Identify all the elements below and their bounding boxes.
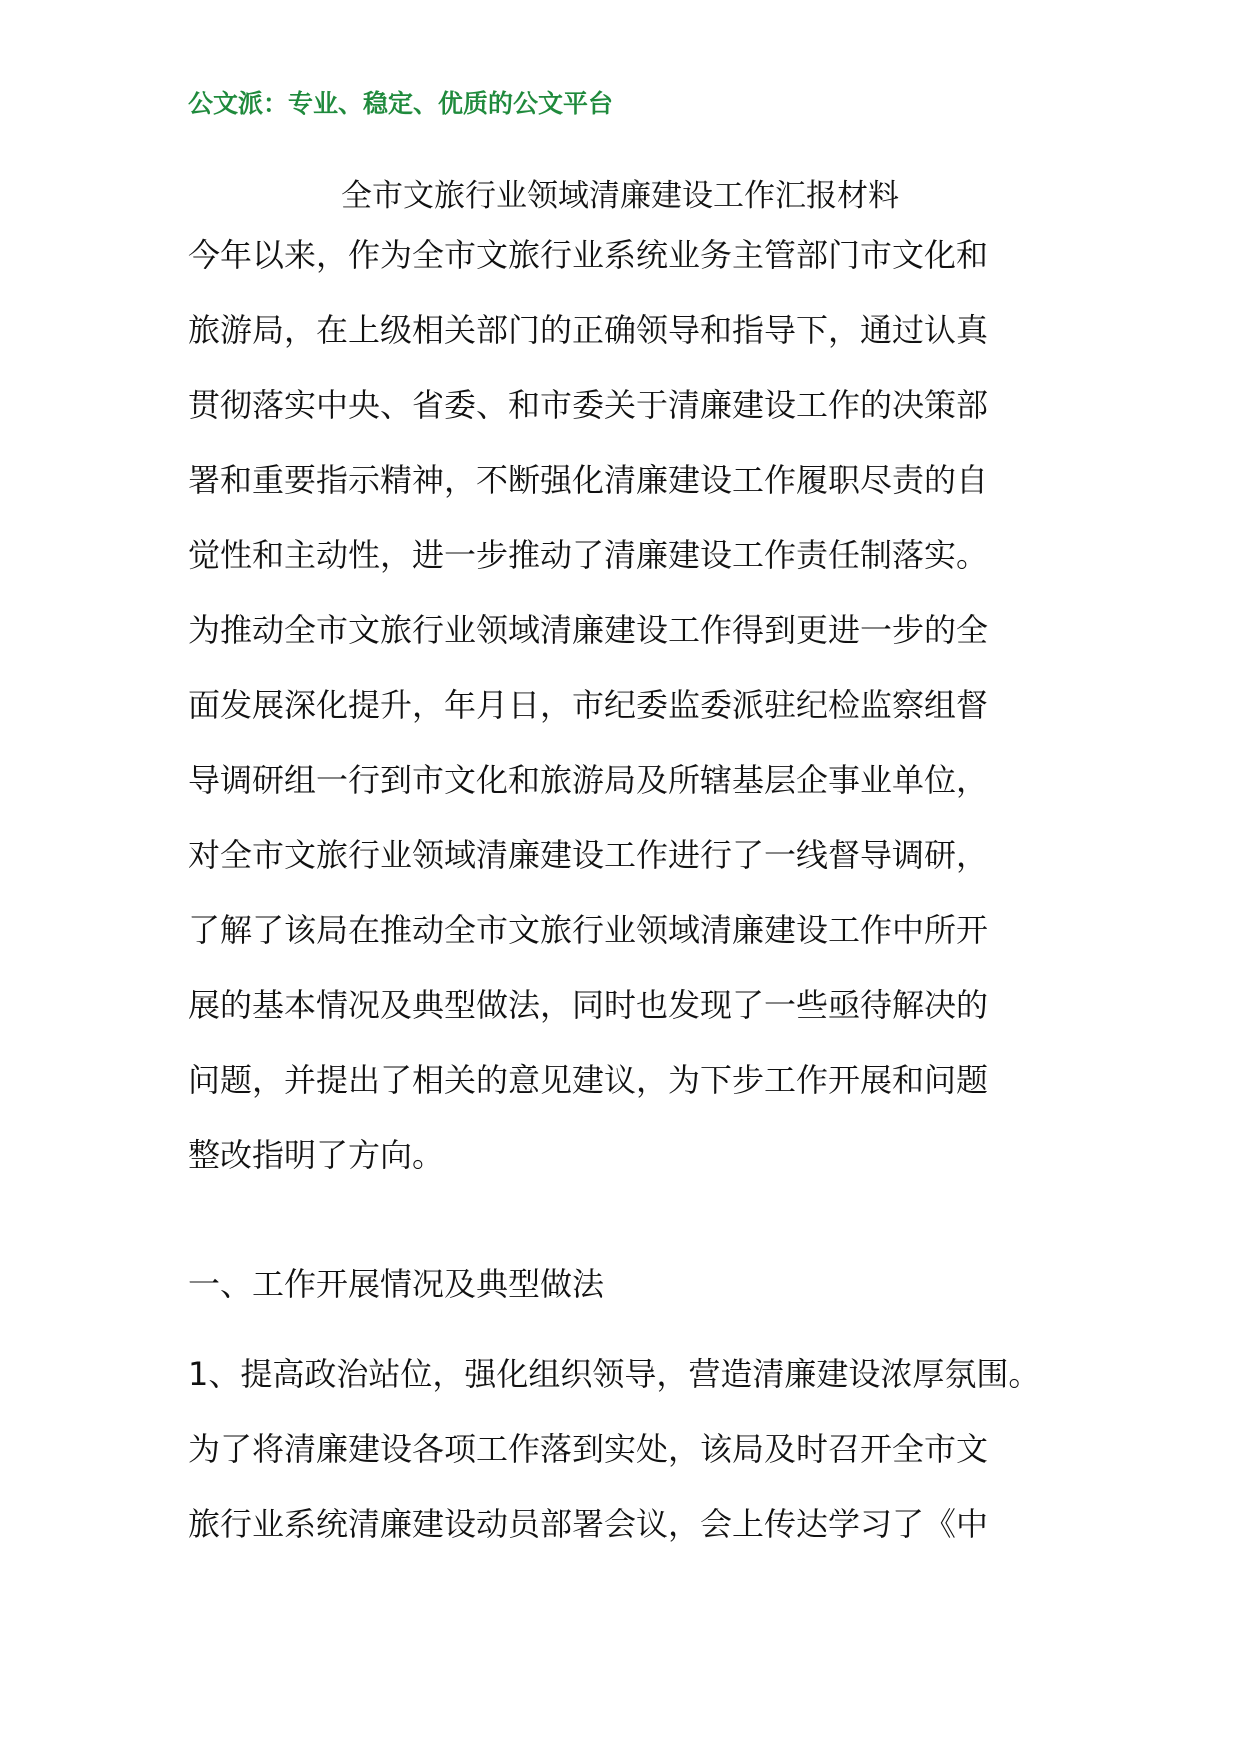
intro-line: 旅游局，在上级相关部门的正确领导和指导下，通过认真 bbox=[188, 311, 989, 349]
section-line: 旅行业系统清廉建设动员部署会议，会上传达学习了《中 bbox=[188, 1505, 989, 1543]
intro-line: 为推动全市文旅行业领域清廉建设工作得到更进一步的全 bbox=[188, 611, 989, 649]
intro-line: 了解了该局在推动全市文旅行业领域清廉建设工作中所开 bbox=[188, 911, 989, 949]
intro-line: 导调研组一行到市文化和旅游局及所辖基层企事业单位， bbox=[188, 761, 989, 799]
section-line: 1、提高政治站位，强化组织领导，营造清廉建设浓厚氛围。 bbox=[188, 1355, 1041, 1393]
intro-line: 面发展深化提升，年月日，市纪委监委派驻纪检监察组督 bbox=[188, 686, 989, 724]
intro-line: 今年以来，作为全市文旅行业系统业务主管部门市文化和 bbox=[188, 236, 989, 274]
intro-line: 贯彻落实中央、省委、和市委关于清廉建设工作的决策部 bbox=[188, 386, 989, 424]
intro-line: 觉性和主动性，进一步推动了清廉建设工作责任制落实。 bbox=[188, 536, 989, 574]
section-line: 为了将清廉建设各项工作落到实处，该局及时召开全市文 bbox=[188, 1430, 989, 1468]
brand-header: 公文派：专业、稳定、优质的公文平台 bbox=[188, 89, 614, 118]
intro-line: 署和重要指示精神，不断强化清廉建设工作履职尽责的自 bbox=[188, 461, 989, 499]
intro-line: 问题，并提出了相关的意见建议，为下步工作开展和问题 bbox=[188, 1061, 989, 1099]
section-heading: 一、工作开展情况及典型做法 bbox=[188, 1265, 605, 1303]
intro-line: 对全市文旅行业领域清廉建设工作进行了一线督导调研， bbox=[188, 836, 989, 874]
intro-line: 展的基本情况及典型做法，同时也发现了一些亟待解决的 bbox=[188, 986, 989, 1024]
section-paragraph bbox=[188, 1337, 1052, 1562]
document-title: 全市文旅行业领域清廉建设工作汇报材料 bbox=[341, 178, 899, 214]
intro-line: 整改指明了方向。 bbox=[188, 1136, 445, 1174]
intro-paragraph bbox=[188, 218, 1052, 1193]
